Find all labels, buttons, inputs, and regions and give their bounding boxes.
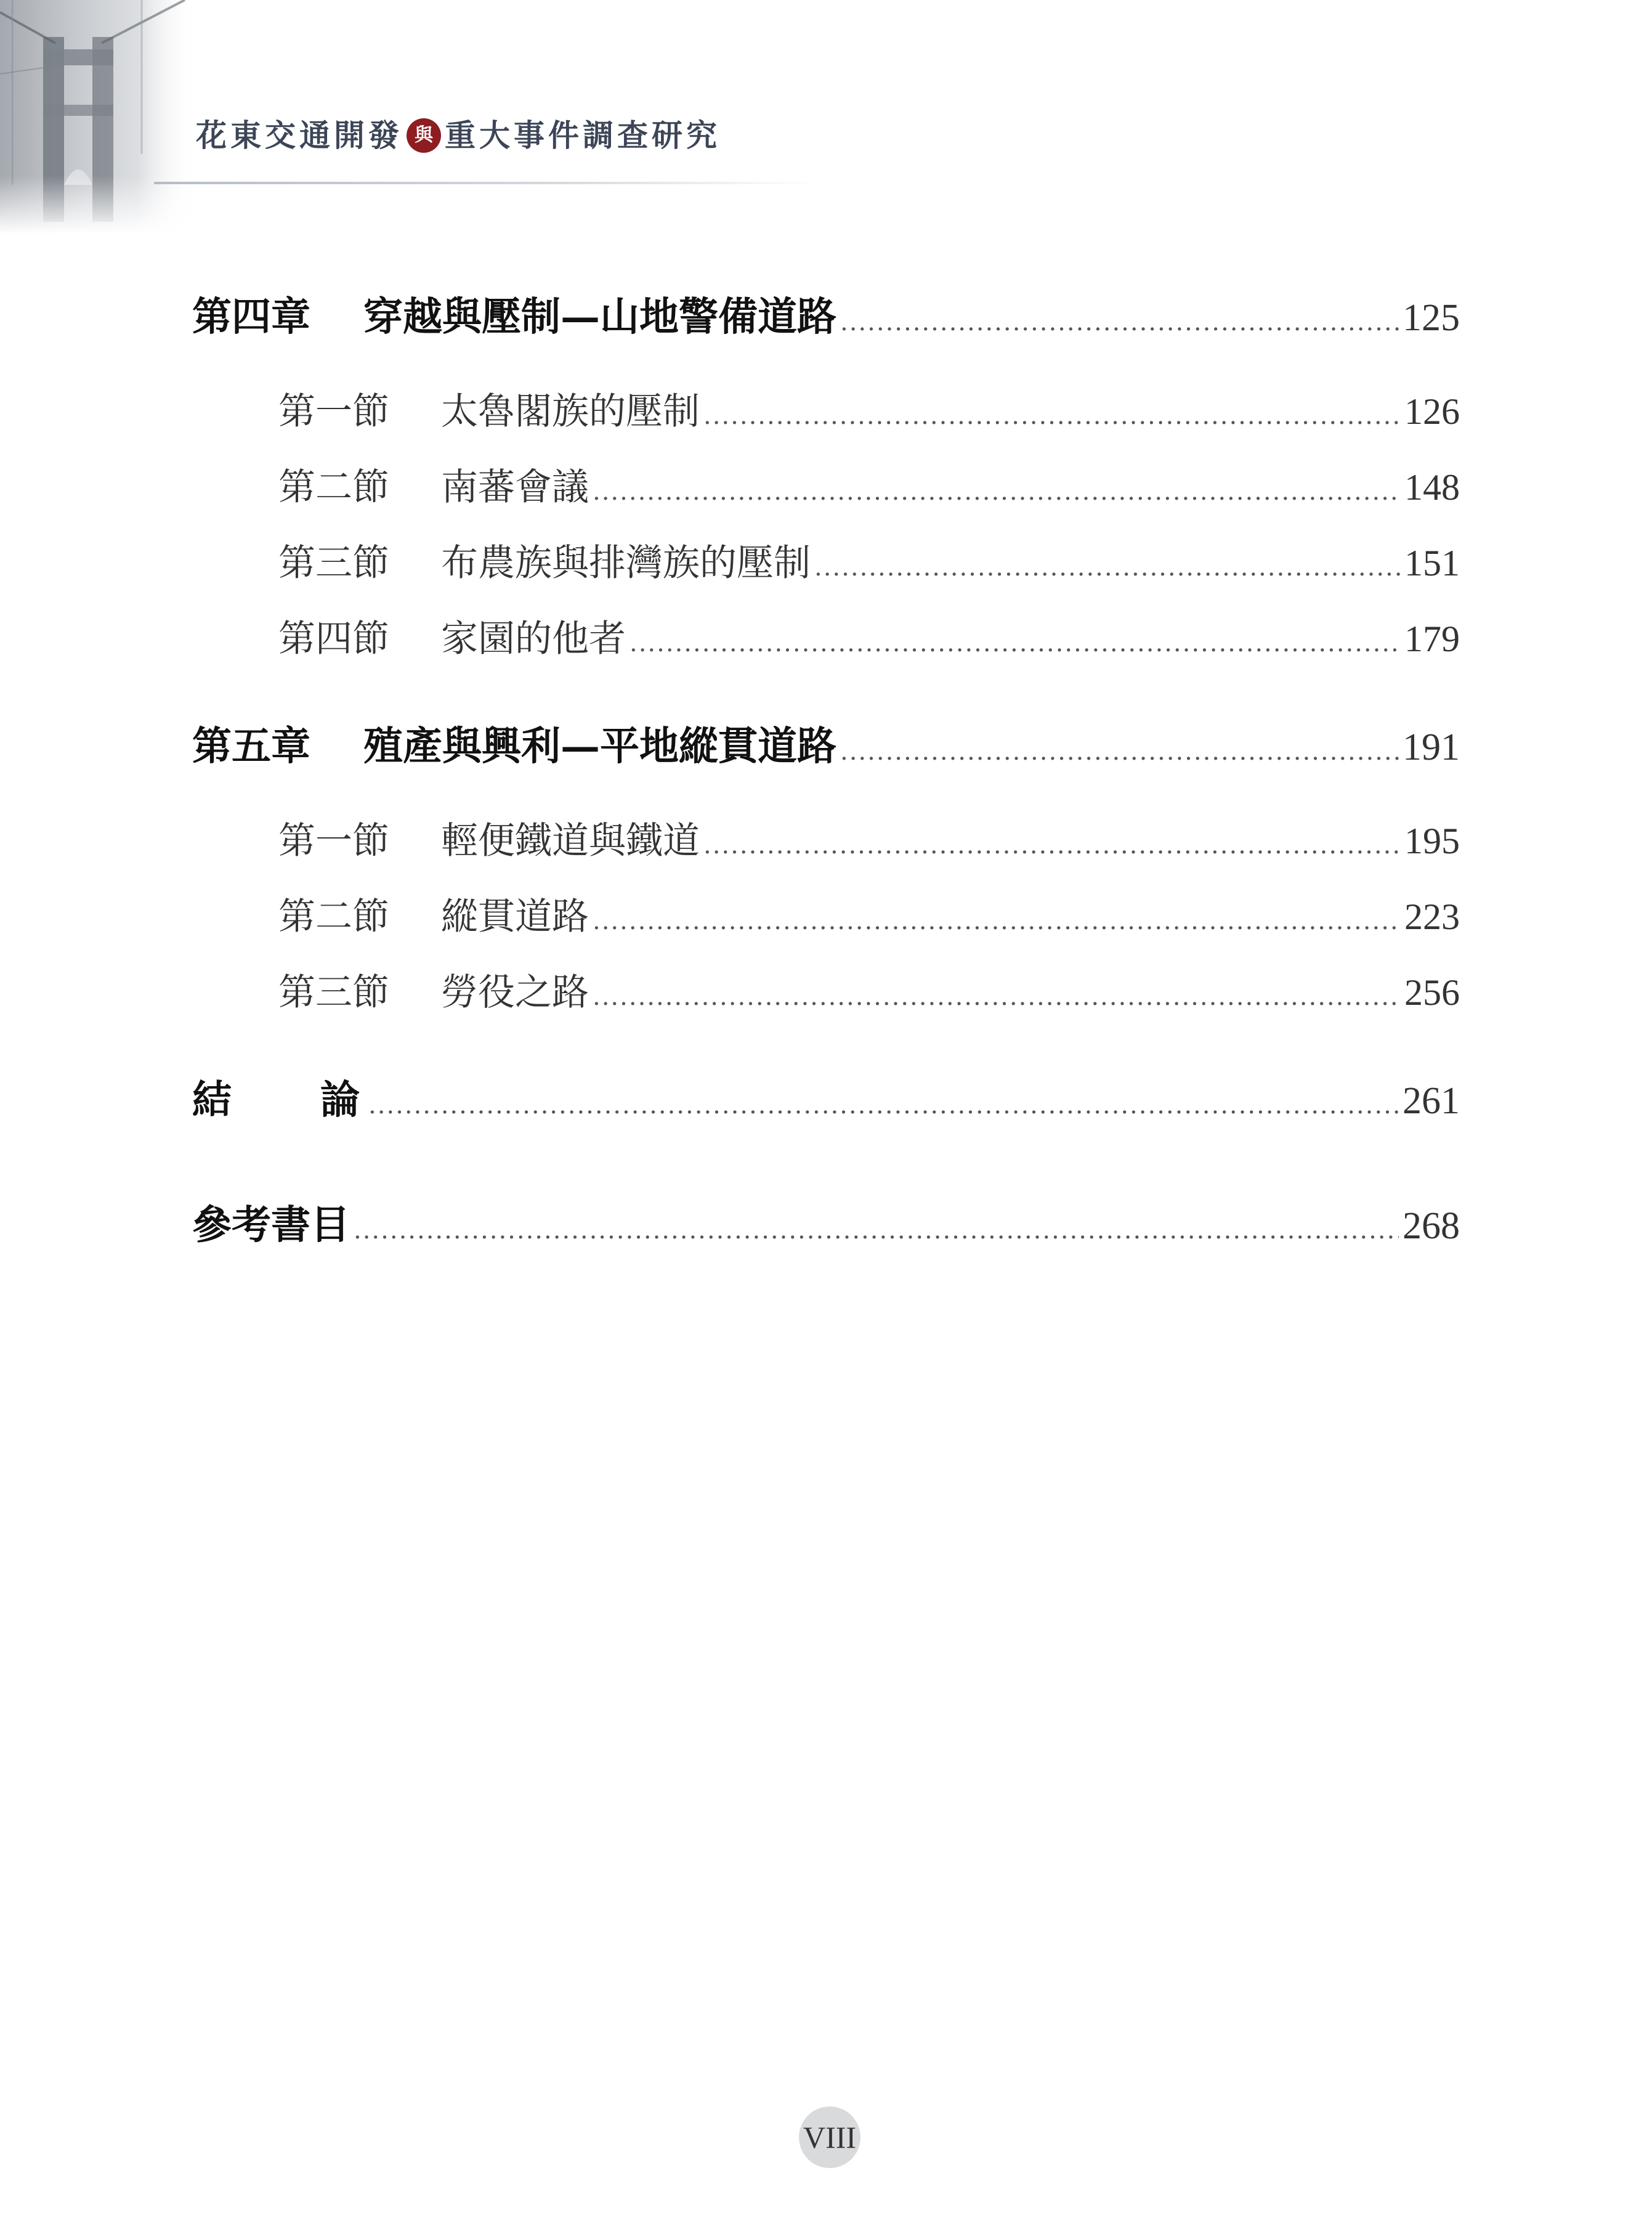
conclusion-title — [192, 1068, 365, 1125]
page-number: 191 — [1403, 726, 1460, 768]
toc-section[interactable] — [278, 458, 1460, 511]
section-label: 第一節 — [278, 819, 389, 863]
page-number: 223 — [1404, 896, 1460, 937]
section-title: 縱貫道路 — [441, 895, 589, 938]
dot-leader — [703, 831, 1401, 859]
toc-conclusion[interactable] — [192, 1068, 1460, 1125]
toc-bibliography[interactable] — [192, 1193, 1460, 1250]
toc-section[interactable] — [278, 963, 1460, 1016]
page-number-badge: VIII — [799, 2106, 860, 2168]
page-number: 125 — [1403, 297, 1460, 339]
section-label: 第三節 — [278, 542, 389, 585]
section-label: 第四節 — [278, 617, 389, 660]
dot-leader — [593, 907, 1401, 935]
section-label: 第一節 — [278, 390, 389, 433]
chapter-title: 穿越與壓制—山地警備道路 — [363, 294, 836, 340]
section-title: 家園的他者 — [441, 617, 626, 660]
section-title: 布農族與排灣族的壓制 — [441, 542, 811, 585]
dot-leader — [703, 402, 1401, 430]
page-number: 148 — [1404, 467, 1460, 508]
dot-leader — [593, 983, 1401, 1011]
chapter-label: 第四章 — [192, 294, 310, 340]
dot-leader — [368, 1091, 1399, 1119]
page-number: 256 — [1404, 972, 1460, 1013]
header-bridge-photo — [0, 0, 197, 234]
conclusion-char-2: 論 — [320, 1077, 360, 1123]
page-number: 179 — [1404, 619, 1460, 659]
section-label: 第三節 — [278, 971, 389, 1014]
toc-section[interactable] — [278, 811, 1460, 864]
page-number: 195 — [1404, 821, 1460, 861]
section-label: 第二節 — [278, 895, 389, 938]
bibliography-title: 參考書目 — [192, 1202, 350, 1248]
conclusion-char-1: 結 — [192, 1077, 232, 1123]
toc-chapter-4[interactable] — [192, 285, 1460, 342]
page-number: 151 — [1404, 543, 1460, 583]
dot-leader — [840, 737, 1399, 766]
seal-emblem: 與 — [407, 118, 441, 153]
book-title-part2: 重大事件調查研究 — [445, 118, 721, 153]
dot-leader — [840, 308, 1399, 336]
dot-leader — [814, 553, 1401, 582]
page-number: 126 — [1404, 391, 1460, 432]
dot-leader — [593, 477, 1401, 506]
chapter-title: 殖產與興利—平地縱貫道路 — [363, 723, 836, 770]
toc-section[interactable] — [278, 609, 1460, 662]
section-title: 輕便鐵道與鐵道 — [441, 819, 700, 863]
page-number: 261 — [1403, 1080, 1460, 1122]
section-title: 勞役之路 — [441, 971, 589, 1014]
section-title: 南蕃會議 — [441, 466, 589, 509]
book-title-header — [196, 120, 721, 155]
toc-section[interactable] — [278, 887, 1460, 940]
toc-section[interactable] — [278, 534, 1460, 587]
section-label: 第二節 — [278, 466, 389, 509]
toc-chapter-5[interactable] — [192, 715, 1460, 771]
chapter-label: 第五章 — [192, 723, 310, 770]
dot-leader — [630, 629, 1401, 657]
book-title-part1: 花東交通開發 — [196, 118, 403, 153]
page-number: 268 — [1403, 1205, 1460, 1247]
header-divider — [154, 182, 819, 184]
section-title: 太魯閣族的壓制 — [441, 390, 700, 433]
dot-leader — [354, 1216, 1399, 1245]
toc-section[interactable] — [278, 382, 1460, 435]
